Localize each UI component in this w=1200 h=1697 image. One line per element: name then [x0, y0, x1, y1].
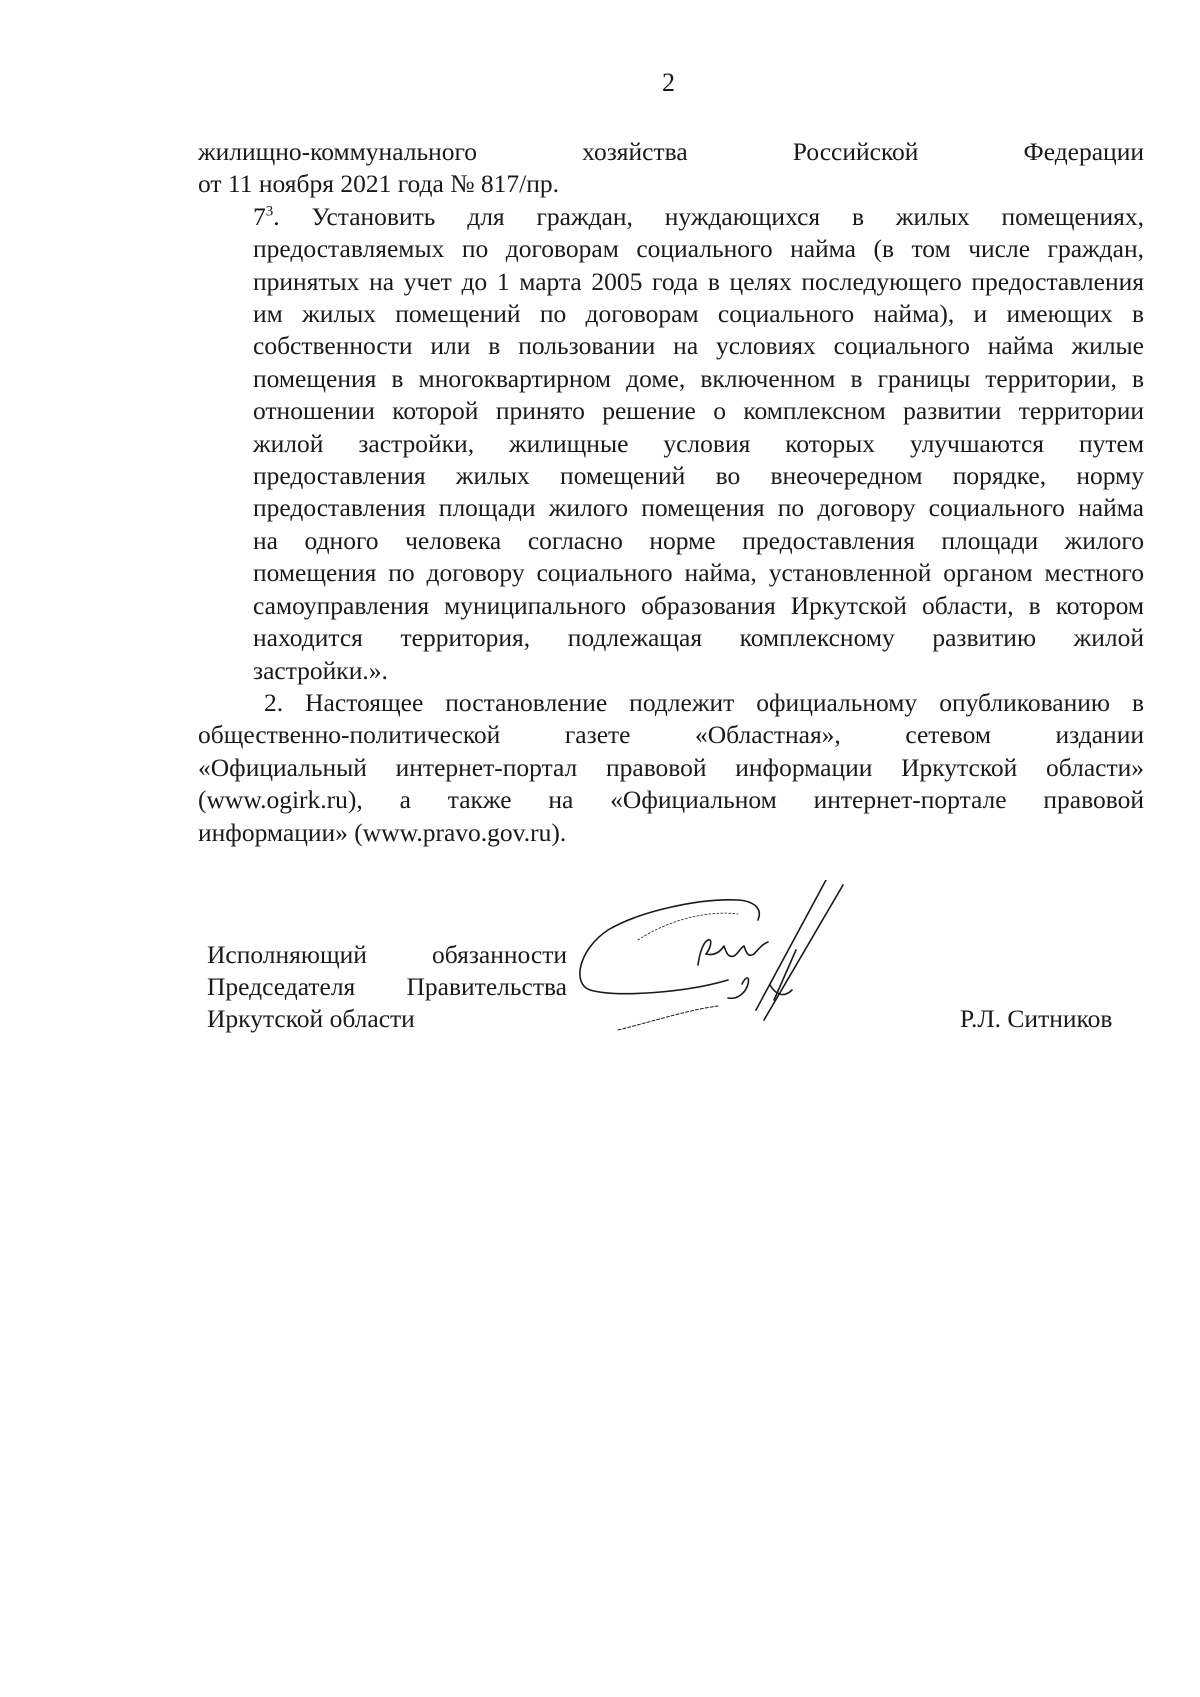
page-number: 2 — [662, 68, 675, 97]
continuation-line: от 11 ноября 2021 года № 817/пр. — [198, 169, 560, 199]
clause-line-text: . Установить для граждан, нуждающихся в жилых помещениях, — [273, 201, 1144, 231]
document-body — [198, 136, 1144, 849]
clause-line: предоставляемых по договорам социального найма (в том числе граждан, — [253, 234, 1144, 264]
clause-line: им жилых помещений по договорам социального найма), и имеющих в — [253, 299, 1144, 329]
clause-line: самоуправления муниципального образования Иркутской области, в котором — [253, 590, 1144, 620]
clause-line: на одного человека согласно норме предоставления площади жилого — [253, 525, 1144, 555]
clause-line: информации» (www.pravo.gov.ru). — [198, 817, 567, 847]
clause-line: 2. Настоящее постановление подлежит официальному опубликованию в — [264, 687, 1144, 717]
clause-7-3-paragraph — [198, 201, 1144, 687]
clause-line: предоставления жилых помещений во внеочередном порядке, норму — [253, 461, 1144, 491]
continuation-paragraph — [198, 136, 1144, 201]
clause-line: (www.ogirk.ru), а также на «Официальном интернет-портале правовой — [198, 785, 1144, 815]
clause-line: общественно-политической газете «Областная», сетевом издании — [198, 720, 1144, 750]
position-line: Исполняющий обязанности — [207, 940, 567, 969]
clause-line: принятых на учет до 1 марта 2005 года в целях последующего предоставления — [253, 266, 1144, 296]
clause-line: собственности или в пользовании на условиях социального найма жилые — [253, 331, 1144, 361]
clause-line: помещения по договору социального найма, установленной органом местного — [253, 558, 1144, 588]
clause-line: предоставления площади жилого помещения по договору социального найма — [253, 493, 1144, 523]
clause-2-paragraph — [198, 687, 1144, 849]
continuation-line: жилищно-коммунального хозяйства Российской Федерации — [198, 137, 1144, 166]
signer-name: Р.Л. Ситников — [960, 1004, 1113, 1033]
clause-line: застройки.». — [253, 655, 388, 685]
clause-line: жилой застройки, жилищные условия которых улучшаются путем — [253, 428, 1144, 458]
handwritten-signature — [578, 880, 918, 1065]
clause-line — [198, 201, 1144, 233]
clause-line: «Официальный интернет-портал правовой информации Иркутской области» — [198, 752, 1144, 782]
clause-superscript: 3 — [265, 203, 274, 220]
position-line: Иркутской области — [207, 1004, 415, 1033]
clause-number: 7 — [253, 201, 266, 231]
clause-line: помещения в многоквартирном доме, включенном в границы территории, в — [253, 363, 1144, 393]
clause-line: отношении которой принято решение о комплексном развитии территории — [253, 396, 1144, 426]
clause-line: находится территория, подлежащая комплексному развитию жилой — [253, 623, 1144, 653]
position-line: Председателя Правительства — [207, 972, 567, 1001]
signatory-position — [207, 939, 567, 1035]
